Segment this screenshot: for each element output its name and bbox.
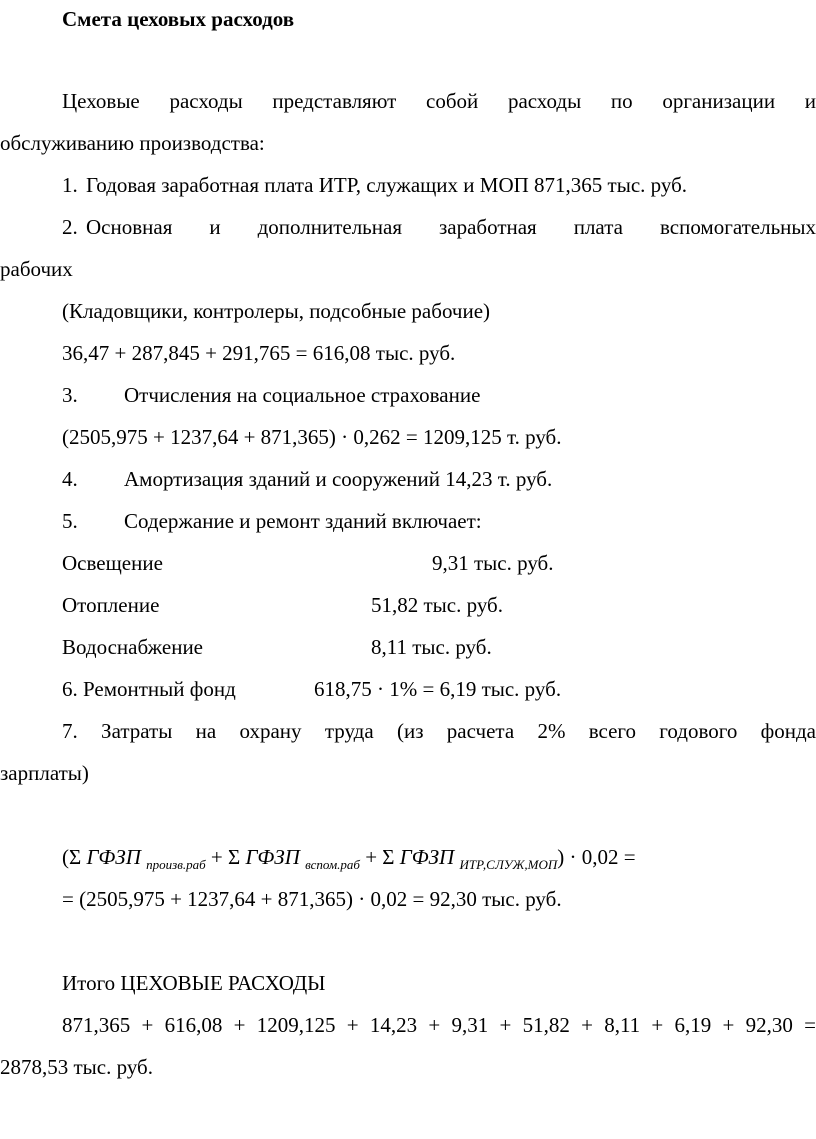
formula-term-1: ГФЗП [86,845,141,869]
item-6-calc: 618,75 · 1% = 6,19 тыс. руб. [314,677,562,701]
item-2-text: Основная и дополнительная заработная плата вспомогательных [86,215,816,239]
item-2-number: 2. [62,215,78,239]
formula-sub-3: ИТР,СЛУЖ,МОП [459,857,558,872]
item-2-note: (Кладовщики, контролеры, подсобные рабочие) [62,299,491,323]
row-water-value: 8,11 тыс. руб. [371,635,492,659]
document-title: Смета цеховых расходов [62,7,295,31]
item-2-line-2: рабочих [0,257,73,281]
item-7-line-2: зарплаты) [0,761,89,785]
item-4-text: Амортизация зданий и сооружений 14,23 т. руб. [124,467,553,491]
item-1-text: Годовая заработная плата ИТР, служащих и МОП 871,365 тыс. руб. [86,173,688,197]
formula-term-2: ГФЗП [245,845,300,869]
item-3-number: 3. [62,383,78,407]
formula-open: (Σ [62,845,82,869]
item-6-label: 6. Ремонтный фонд [62,677,236,701]
intro-line-1: Цеховые расходы представляют собой расходы по организации и [62,89,816,113]
item-3 [62,382,816,408]
formula-close: ) · 0,02 = [557,845,636,869]
row-lighting-label: Освещение [62,551,163,575]
item-1-number: 1. [62,173,78,197]
formula-plus-1: + Σ [210,845,241,869]
item-3-text: Отчисления на социальное страхование [124,383,481,407]
row-lighting [62,550,816,576]
total-label: Итого ЦЕХОВЫЕ РАСХОДЫ [62,971,326,995]
item-6 [62,676,816,702]
item-7-formula [62,844,816,878]
item-1 [62,172,816,198]
row-lighting-value: 9,31 тыс. руб. [432,551,554,575]
item-5-number: 5. [62,509,78,533]
item-5 [62,508,816,534]
row-water-label: Водоснабжение [62,635,204,659]
item-4 [62,466,816,492]
item-5-text: Содержание и ремонт зданий включает: [124,509,482,533]
item-7-calc: = (2505,975 + 1237,64 + 871,365) · 0,02 = 92,30 тыс. руб. [62,887,562,911]
row-heating [62,592,816,618]
row-heating-label: Отопление [62,593,160,617]
intro-line-2: обслуживанию производства: [0,131,265,155]
total-calc-line-1: 871,365 + 616,08 + 1209,125 + 14,23 + 9,31 + 51,82 + 8,11 + 6,19 + 92,30 = [62,1013,816,1037]
formula-sub-1: произв.раб [146,857,206,872]
item-3-calc: (2505,975 + 1237,64 + 871,365) · 0,262 = 1209,125 т. руб. [62,425,562,449]
formula-plus-2: + Σ [365,845,395,869]
total-calc-line-2: 2878,53 тыс. руб. [0,1055,153,1079]
row-water [62,634,816,660]
item-7-line-1: 7. Затраты на охрану труда (из расчета 2% всего годового фонда [62,719,816,743]
item-2-calc: 36,47 + 287,845 + 291,765 = 616,08 тыс. руб. [62,341,456,365]
item-2-line-1 [62,214,816,240]
item-4-number: 4. [62,467,78,491]
row-heating-value: 51,82 тыс. руб. [371,593,503,617]
formula-sub-2: вспом.раб [305,857,360,872]
formula-term-3: ГФЗП [399,845,455,869]
